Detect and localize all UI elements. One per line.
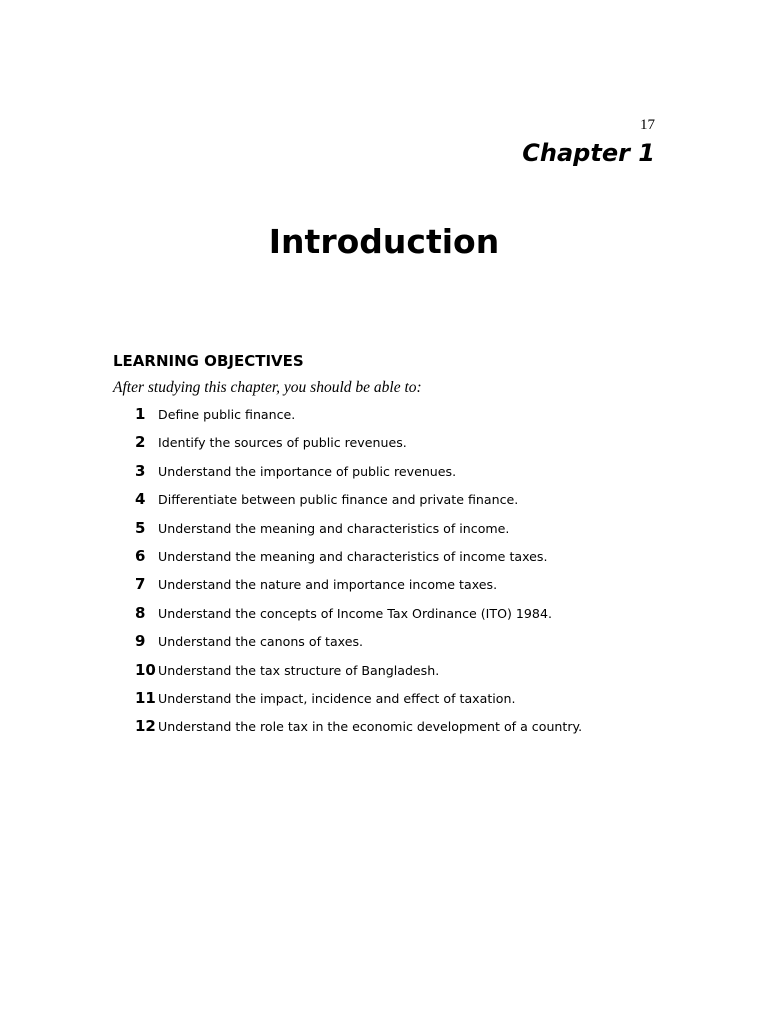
objective-item xyxy=(135,547,582,575)
objective-text: Understand the importance of public revenues. xyxy=(158,463,457,479)
objective-number: 6 xyxy=(135,546,146,565)
objective-number: 12 xyxy=(135,717,156,736)
objective-text: Understand the canons of taxes. xyxy=(158,634,364,650)
objective-number: 3 xyxy=(135,461,146,480)
objective-number: 1 xyxy=(135,405,146,423)
objective-text: Understand the nature and importance income taxes. xyxy=(158,577,498,593)
objective-text: Define public finance. xyxy=(158,407,296,422)
objective-text: Understand the role tax in the economic development of a country. xyxy=(158,719,583,735)
objective-number: 5 xyxy=(135,518,146,537)
objective-number: 9 xyxy=(135,632,146,651)
objective-number: 11 xyxy=(135,688,156,707)
learning-objectives-list xyxy=(135,405,582,746)
objective-number: 2 xyxy=(135,433,146,452)
objective-item xyxy=(135,632,582,660)
objective-text: Understand the concepts of Income Tax Ordinance (ITO) 1984. xyxy=(158,605,552,621)
objective-item xyxy=(135,604,582,632)
objective-number: 7 xyxy=(135,575,146,594)
objective-item xyxy=(135,433,582,461)
objective-item xyxy=(135,717,582,745)
objective-item xyxy=(135,689,582,717)
learning-objectives-heading: LEARNING OBJECTIVES xyxy=(113,352,304,370)
objective-item xyxy=(135,405,582,433)
objective-text: Differentiate between public finance and private finance. xyxy=(158,492,519,508)
page-number: 17 xyxy=(640,117,655,133)
objective-text: Understand the tax structure of Bangladesh. xyxy=(158,662,440,678)
objective-number: 8 xyxy=(135,603,146,622)
learning-objectives-intro: After studying this chapter, you should be able to: xyxy=(113,379,422,396)
objective-item xyxy=(135,661,582,689)
objective-item xyxy=(135,490,582,518)
objective-text: Understand the meaning and characteristics of income. xyxy=(158,520,510,536)
objective-number: 4 xyxy=(135,490,146,509)
objective-text: Understand the meaning and characteristics of income taxes. xyxy=(158,548,548,564)
objective-text: Understand the impact, incidence and effect of taxation. xyxy=(158,690,516,706)
chapter-label: Chapter 1 xyxy=(522,139,655,167)
objective-item xyxy=(135,575,582,603)
objective-number: 10 xyxy=(135,660,156,679)
objective-item xyxy=(135,462,582,490)
chapter-title: Introduction xyxy=(268,222,500,261)
objective-text: Identify the sources of public revenues. xyxy=(158,435,407,451)
objective-item xyxy=(135,519,582,547)
